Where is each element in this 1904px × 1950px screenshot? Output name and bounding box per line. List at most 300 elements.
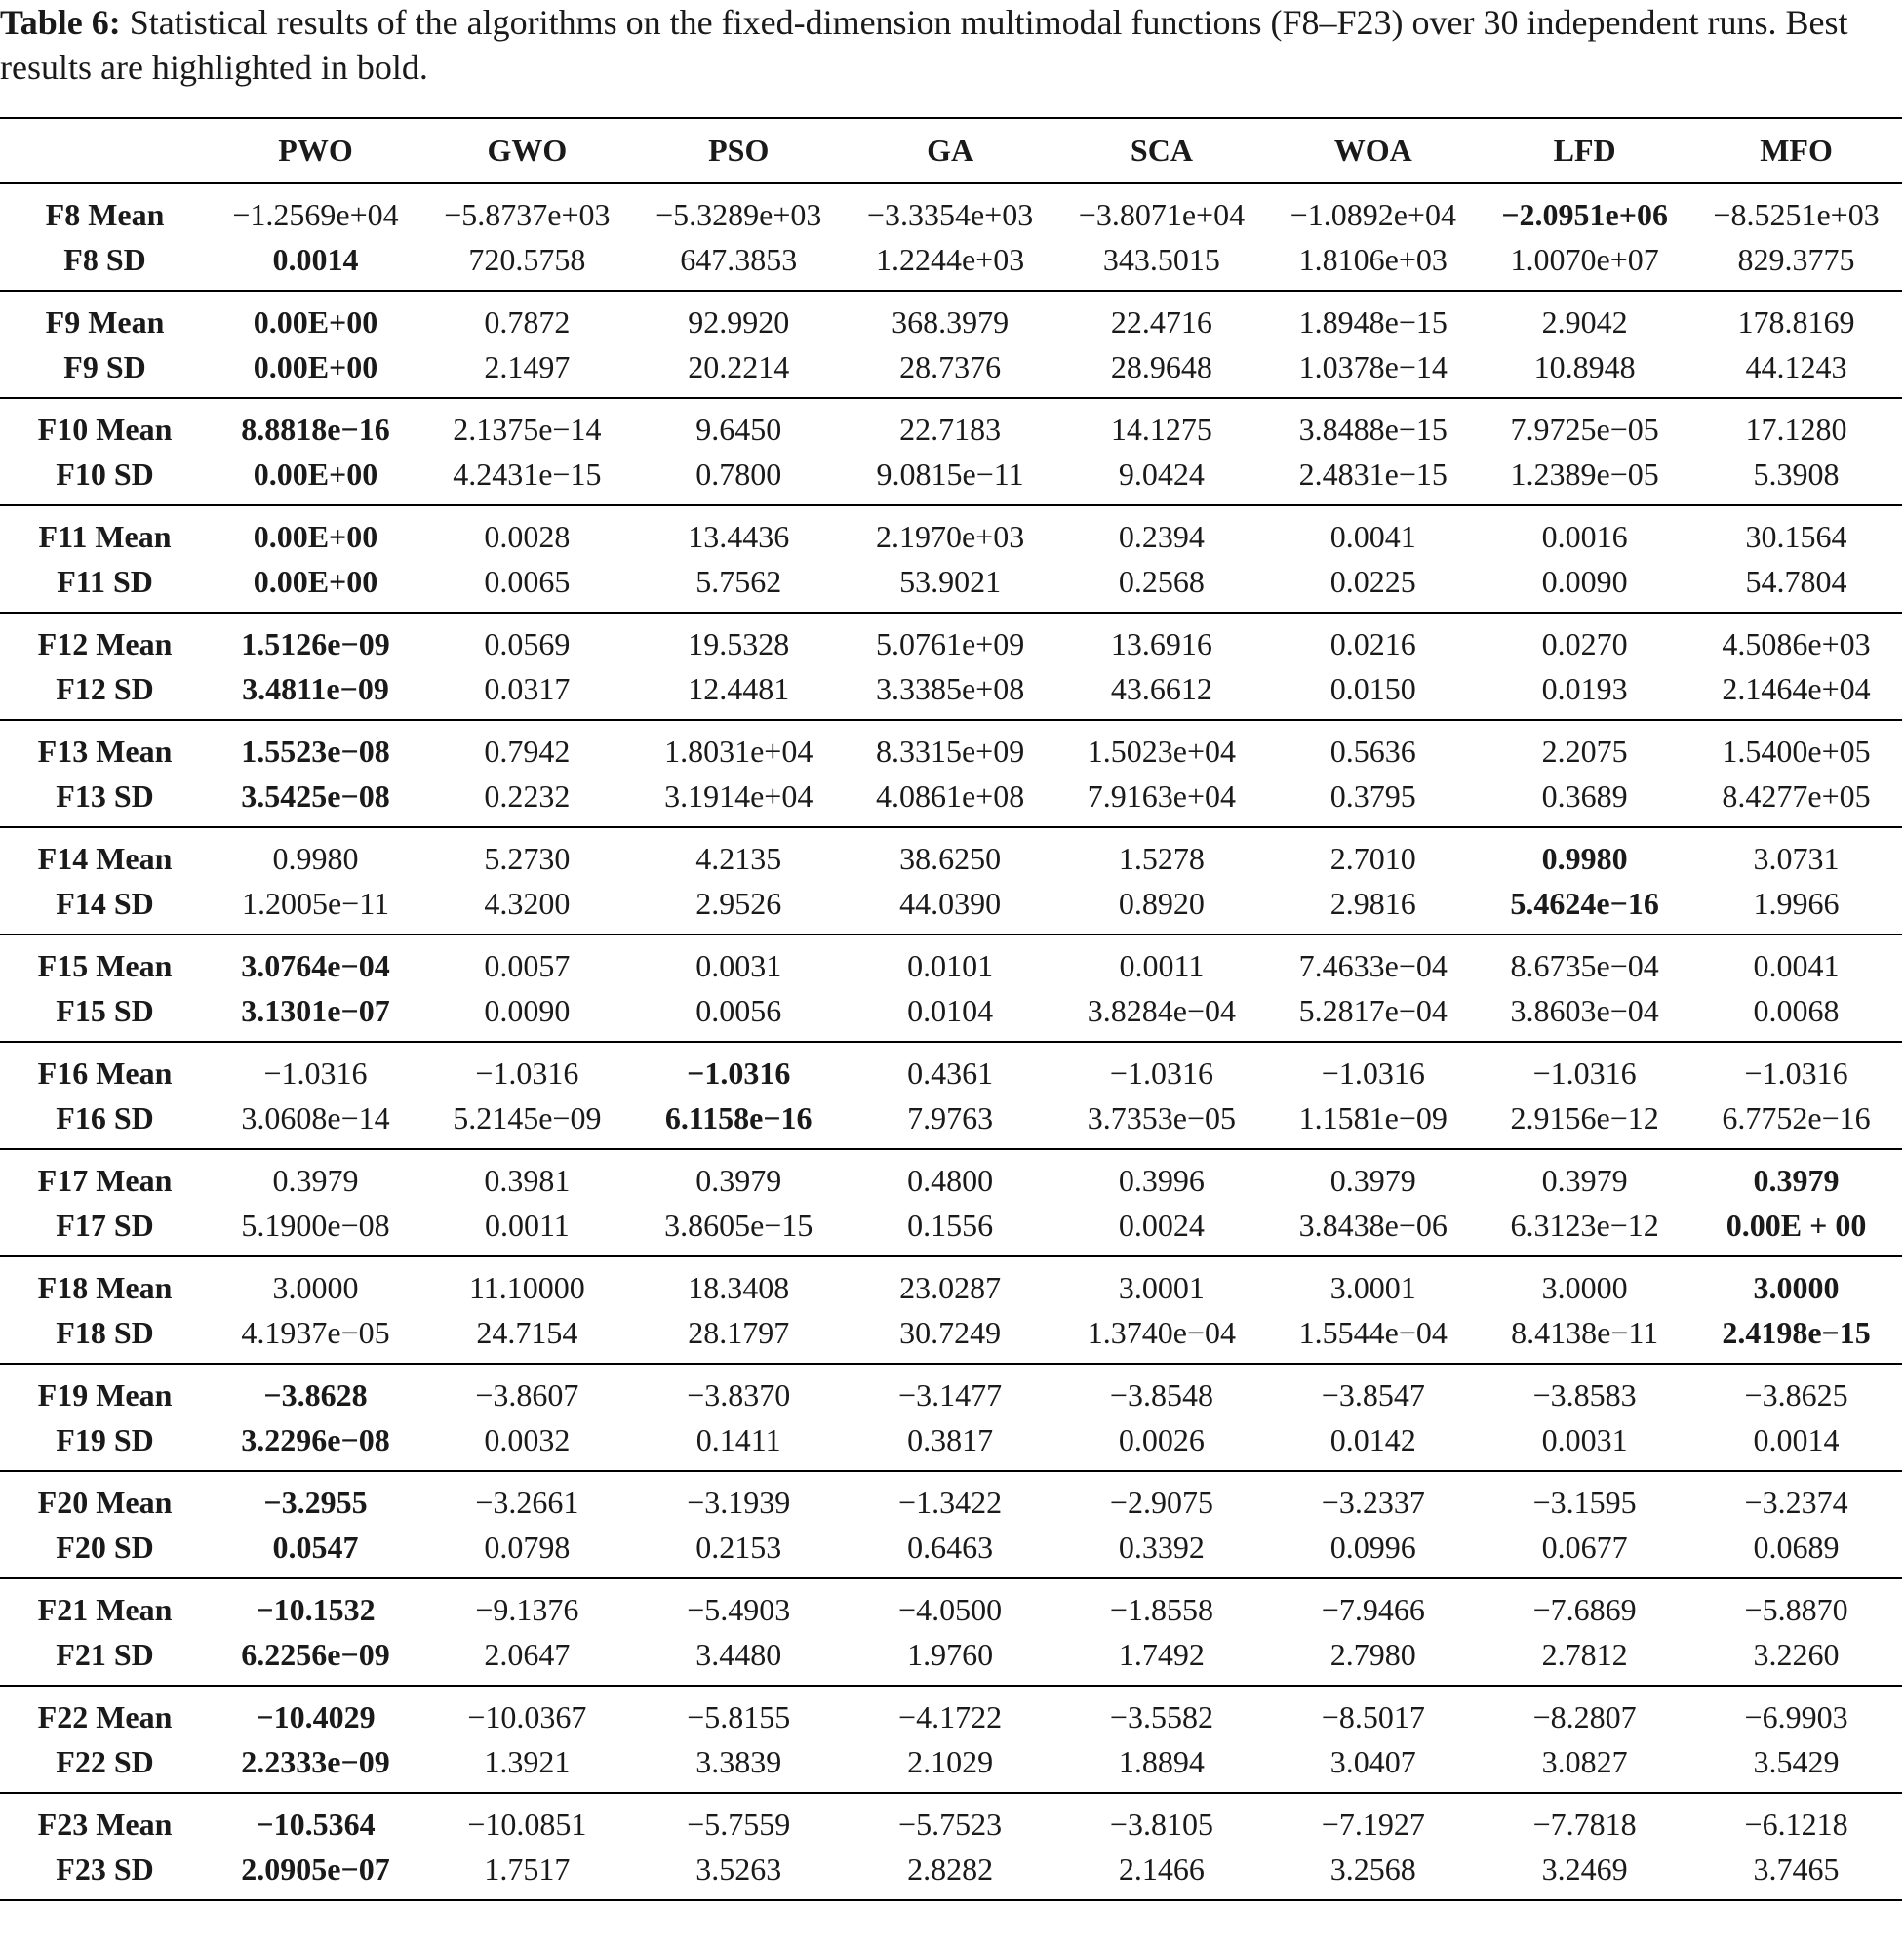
value-cell: 0.0056: [633, 988, 845, 1042]
value-cell: 1.5523e−08: [241, 734, 390, 769]
row-label: F14 Mean: [37, 841, 173, 876]
value-cell: 6.3123e−12: [1479, 1203, 1690, 1256]
row-label: F17 Mean: [37, 1163, 173, 1198]
value-cell: 829.3775: [1690, 237, 1902, 291]
table-row: [0, 1203, 1902, 1256]
value-cell: 8.4138e−11: [1479, 1310, 1690, 1364]
value-cell: −3.8547: [1321, 1377, 1425, 1413]
value-cell: 0.0090: [1479, 559, 1690, 613]
value-cell: −10.5364: [256, 1807, 376, 1842]
value-cell: 7.9763: [845, 1095, 1056, 1149]
value-cell: 8.4277e+05: [1690, 774, 1902, 827]
table-body: [0, 183, 1902, 1900]
value-cell: −2.0951e+06: [1501, 197, 1668, 232]
column-header-lfd: LFD: [1479, 118, 1690, 183]
row-label: F8 SD: [0, 237, 210, 291]
value-cell: 0.0225: [1267, 559, 1479, 613]
table-row: [0, 666, 1902, 720]
table-row: [0, 1417, 1902, 1471]
row-label: F13 Mean: [37, 734, 173, 769]
value-cell: −3.8105: [1109, 1807, 1213, 1842]
value-cell: −4.1722: [898, 1699, 1003, 1734]
value-cell: −8.5251e+03: [1713, 197, 1880, 232]
value-cell: 0.0011: [421, 1203, 633, 1256]
value-cell: −3.2661: [475, 1485, 579, 1520]
value-cell: 0.0569: [484, 626, 571, 661]
value-cell: 2.9156e−12: [1479, 1095, 1690, 1149]
value-cell: 5.1900e−08: [210, 1203, 421, 1256]
value-cell: 17.1280: [1745, 412, 1847, 447]
value-cell: 53.9021: [845, 559, 1056, 613]
value-cell: 4.2431e−15: [421, 452, 633, 505]
value-cell: 0.4361: [907, 1055, 994, 1091]
value-cell: 343.5015: [1056, 237, 1268, 291]
row-label: F15 SD: [0, 988, 210, 1042]
value-cell: −3.3354e+03: [866, 197, 1034, 232]
value-cell: −1.0316: [687, 1055, 791, 1091]
value-cell: 3.4811e−09: [210, 666, 421, 720]
row-label: F21 SD: [0, 1632, 210, 1686]
row-label: F11 Mean: [38, 519, 172, 554]
value-cell: 54.7804: [1690, 559, 1902, 613]
value-cell: 0.0317: [421, 666, 633, 720]
value-cell: 0.3981: [484, 1163, 571, 1198]
value-cell: −3.8628: [263, 1377, 368, 1413]
value-cell: −5.7523: [898, 1807, 1003, 1842]
value-cell: 38.6250: [899, 841, 1002, 876]
table-row: [0, 1739, 1902, 1793]
value-cell: −10.4029: [256, 1699, 376, 1734]
value-cell: −7.1927: [1321, 1807, 1425, 1842]
row-label: F8 Mean: [45, 197, 165, 232]
value-cell: −3.8370: [687, 1377, 791, 1413]
value-cell: 1.3921: [421, 1739, 633, 1793]
value-cell: 28.9648: [1056, 344, 1268, 398]
row-label: F18 Mean: [37, 1270, 173, 1305]
value-cell: 30.1564: [1745, 519, 1847, 554]
value-cell: 20.2214: [633, 344, 845, 398]
table-row: [0, 505, 1902, 559]
value-cell: 2.4831e−15: [1267, 452, 1479, 505]
row-label: F9 Mean: [45, 304, 165, 339]
value-cell: −2.9075: [1109, 1485, 1213, 1520]
value-cell: 5.7562: [633, 559, 845, 613]
value-cell: 2.9526: [633, 881, 845, 935]
value-cell: 3.3839: [633, 1739, 845, 1793]
value-cell: −1.2569e+04: [232, 197, 399, 232]
value-cell: 2.0647: [421, 1632, 633, 1686]
value-cell: 1.7492: [1056, 1632, 1268, 1686]
value-cell: 2.1466: [1056, 1847, 1268, 1900]
row-label: F23 Mean: [37, 1807, 173, 1842]
value-cell: 0.3979: [695, 1163, 782, 1198]
value-cell: 3.5425e−08: [210, 774, 421, 827]
value-cell: 0.2232: [421, 774, 633, 827]
value-cell: 0.3979: [1541, 1163, 1628, 1198]
value-cell: 2.2333e−09: [210, 1739, 421, 1793]
value-cell: 3.8605e−15: [633, 1203, 845, 1256]
value-cell: 1.5023e+04: [1087, 734, 1237, 769]
value-cell: 0.0090: [421, 988, 633, 1042]
value-cell: 23.0287: [899, 1270, 1002, 1305]
value-cell: 9.0815e−11: [845, 452, 1056, 505]
table-row: [0, 1042, 1902, 1095]
value-cell: 22.7183: [899, 412, 1002, 447]
value-cell: 0.0996: [1267, 1525, 1479, 1578]
value-cell: 19.5328: [688, 626, 790, 661]
value-cell: −8.5017: [1321, 1699, 1425, 1734]
value-cell: −3.1477: [898, 1377, 1003, 1413]
value-cell: 3.4480: [633, 1632, 845, 1686]
row-label: F20 SD: [0, 1525, 210, 1578]
value-cell: 0.0270: [1541, 626, 1628, 661]
column-header-mfo: MFO: [1690, 118, 1902, 183]
value-cell: 3.0827: [1479, 1739, 1690, 1793]
value-cell: 0.0677: [1479, 1525, 1690, 1578]
table-row: [0, 1578, 1902, 1632]
value-cell: 0.0032: [421, 1417, 633, 1471]
value-cell: 0.2153: [633, 1525, 845, 1578]
value-cell: 7.4633e−04: [1298, 948, 1448, 983]
value-cell: 0.0041: [1753, 948, 1840, 983]
table-row: [0, 183, 1902, 237]
value-cell: 0.2394: [1118, 519, 1205, 554]
value-cell: 1.2244e+03: [845, 237, 1056, 291]
value-cell: 12.4481: [633, 666, 845, 720]
value-cell: 0.0101: [907, 948, 994, 983]
row-label: F20 Mean: [37, 1485, 173, 1520]
value-cell: −3.2374: [1744, 1485, 1848, 1520]
header-row: [0, 118, 1902, 183]
value-cell: −3.8583: [1532, 1377, 1637, 1413]
value-cell: 92.9920: [688, 304, 790, 339]
value-cell: −10.1532: [256, 1592, 376, 1627]
value-cell: −7.9466: [1321, 1592, 1425, 1627]
value-cell: 11.10000: [468, 1270, 585, 1305]
table-row: [0, 291, 1902, 344]
value-cell: 0.00E+00: [253, 304, 378, 339]
value-cell: 0.9980: [272, 841, 359, 876]
value-cell: 0.5636: [1329, 734, 1416, 769]
value-cell: 0.0547: [210, 1525, 421, 1578]
value-cell: 647.3853: [633, 237, 845, 291]
value-cell: −1.0316: [1321, 1055, 1425, 1091]
table-row: [0, 344, 1902, 398]
row-label: F12 SD: [0, 666, 210, 720]
value-cell: 7.9163e+04: [1056, 774, 1268, 827]
value-cell: −3.1595: [1532, 1485, 1637, 1520]
table-row: [0, 613, 1902, 666]
value-cell: −5.8870: [1744, 1592, 1848, 1627]
value-cell: −5.7559: [687, 1807, 791, 1842]
value-cell: −10.0851: [467, 1807, 587, 1842]
value-cell: 0.3795: [1267, 774, 1479, 827]
value-cell: 6.1158e−16: [633, 1095, 845, 1149]
value-cell: 1.5126e−09: [241, 626, 390, 661]
value-cell: −3.8625: [1744, 1377, 1848, 1413]
value-cell: 3.2296e−08: [210, 1417, 421, 1471]
value-cell: 1.3740e−04: [1056, 1310, 1268, 1364]
value-cell: 3.8488e−15: [1298, 412, 1448, 447]
value-cell: −7.6869: [1532, 1592, 1637, 1627]
value-cell: 0.0798: [421, 1525, 633, 1578]
value-cell: 0.0028: [484, 519, 571, 554]
value-cell: 3.7353e−05: [1056, 1095, 1268, 1149]
table-row: [0, 1364, 1902, 1417]
value-cell: −3.1939: [687, 1485, 791, 1520]
row-label: F18 SD: [0, 1310, 210, 1364]
value-cell: 0.2568: [1056, 559, 1268, 613]
value-cell: 5.2817e−04: [1267, 988, 1479, 1042]
value-cell: 2.2075: [1541, 734, 1628, 769]
column-header-sca: SCA: [1056, 118, 1268, 183]
value-cell: 3.2260: [1690, 1632, 1902, 1686]
value-cell: 3.0000: [272, 1270, 359, 1305]
value-cell: 1.5400e+05: [1722, 734, 1871, 769]
value-cell: −5.8155: [687, 1699, 791, 1734]
row-label: F9 SD: [0, 344, 210, 398]
value-cell: 1.8948e−15: [1298, 304, 1448, 339]
table-row: [0, 559, 1902, 613]
value-cell: 13.4436: [688, 519, 790, 554]
value-cell: 3.0731: [1753, 841, 1840, 876]
value-cell: 0.0065: [421, 559, 633, 613]
value-cell: 0.3689: [1479, 774, 1690, 827]
value-cell: −1.0892e+04: [1289, 197, 1456, 232]
value-cell: 178.8169: [1737, 304, 1855, 339]
value-cell: −6.9903: [1744, 1699, 1848, 1734]
value-cell: 30.7249: [845, 1310, 1056, 1364]
value-cell: 2.9042: [1541, 304, 1628, 339]
table-caption: [0, 0, 1904, 90]
value-cell: 3.0608e−14: [210, 1095, 421, 1149]
value-cell: 0.0026: [1056, 1417, 1268, 1471]
value-cell: 4.0861e+08: [845, 774, 1056, 827]
value-cell: 0.1556: [845, 1203, 1056, 1256]
value-cell: −5.8737e+03: [444, 197, 611, 232]
value-cell: 3.0001: [1118, 1270, 1205, 1305]
table-row: [0, 935, 1902, 988]
value-cell: 3.0407: [1267, 1739, 1479, 1793]
value-cell: 44.1243: [1690, 344, 1902, 398]
value-cell: 3.2568: [1267, 1847, 1479, 1900]
value-cell: 3.8284e−04: [1056, 988, 1268, 1042]
row-label: F21 Mean: [37, 1592, 173, 1627]
table-row: [0, 1632, 1902, 1686]
table-row: [0, 237, 1902, 291]
table-header: [0, 118, 1902, 183]
value-cell: 9.0424: [1056, 452, 1268, 505]
row-label: F13 SD: [0, 774, 210, 827]
value-cell: 0.0068: [1690, 988, 1902, 1042]
value-cell: 0.3392: [1056, 1525, 1268, 1578]
value-cell: 0.00E+00: [210, 452, 421, 505]
table-row: [0, 774, 1902, 827]
value-cell: 5.2145e−09: [421, 1095, 633, 1149]
value-cell: 1.8106e+03: [1267, 237, 1479, 291]
value-cell: 10.8948: [1479, 344, 1690, 398]
row-label: F15 Mean: [37, 948, 173, 983]
value-cell: 3.0000: [1541, 1270, 1628, 1305]
value-cell: 44.0390: [845, 881, 1056, 935]
value-cell: 0.1411: [633, 1417, 845, 1471]
row-label: F19 SD: [0, 1417, 210, 1471]
value-cell: 1.8894: [1056, 1739, 1268, 1793]
value-cell: 1.9966: [1690, 881, 1902, 935]
row-label: F16 SD: [0, 1095, 210, 1149]
value-cell: 0.0057: [484, 948, 571, 983]
value-cell: 2.1497: [421, 344, 633, 398]
value-cell: 3.5263: [633, 1847, 845, 1900]
value-cell: 18.3408: [688, 1270, 790, 1305]
value-cell: 1.2005e−11: [210, 881, 421, 935]
value-cell: −1.0316: [1744, 1055, 1848, 1091]
row-label: F14 SD: [0, 881, 210, 935]
row-label: F22 Mean: [37, 1699, 173, 1734]
value-cell: 2.0905e−07: [210, 1847, 421, 1900]
value-cell: 3.0000: [1753, 1270, 1840, 1305]
table-row: [0, 1149, 1902, 1203]
value-cell: 1.0378e−14: [1267, 344, 1479, 398]
value-cell: 0.0011: [1119, 948, 1205, 983]
value-cell: 368.3979: [892, 304, 1010, 339]
row-label: F17 SD: [0, 1203, 210, 1256]
value-cell: −3.2955: [263, 1485, 368, 1520]
caption-label: Table 6:: [0, 3, 121, 42]
value-cell: −3.2337: [1321, 1485, 1425, 1520]
value-cell: 3.7465: [1690, 1847, 1902, 1900]
value-cell: 9.6450: [695, 412, 782, 447]
header-empty-cell: [0, 118, 210, 183]
table-row: [0, 1256, 1902, 1310]
value-cell: 0.0016: [1541, 519, 1628, 554]
value-cell: 24.7154: [421, 1310, 633, 1364]
value-cell: 1.5278: [1118, 841, 1205, 876]
value-cell: 3.1301e−07: [210, 988, 421, 1042]
value-cell: −1.3422: [898, 1485, 1003, 1520]
value-cell: 2.8282: [845, 1847, 1056, 1900]
row-label: F10 SD: [0, 452, 210, 505]
table-row: [0, 452, 1902, 505]
value-cell: 3.3385e+08: [845, 666, 1056, 720]
table-row: [0, 988, 1902, 1042]
value-cell: 0.3979: [1753, 1163, 1840, 1198]
value-cell: 2.7980: [1267, 1632, 1479, 1686]
table-row: [0, 827, 1902, 881]
value-cell: 720.5758: [421, 237, 633, 291]
value-cell: 6.2256e−09: [210, 1632, 421, 1686]
value-cell: 0.0014: [210, 237, 421, 291]
value-cell: 3.8603e−04: [1479, 988, 1690, 1042]
value-cell: 0.9980: [1541, 841, 1628, 876]
value-cell: 2.1375e−14: [453, 412, 602, 447]
value-cell: 0.0031: [1479, 1417, 1690, 1471]
value-cell: 13.6916: [1110, 626, 1212, 661]
value-cell: 1.1581e−09: [1267, 1095, 1479, 1149]
value-cell: 2.1029: [845, 1739, 1056, 1793]
row-label: F11 SD: [0, 559, 210, 613]
value-cell: 0.7942: [484, 734, 571, 769]
value-cell: 6.7752e−16: [1690, 1095, 1902, 1149]
value-cell: 1.0070e+07: [1479, 237, 1690, 291]
value-cell: 22.4716: [1110, 304, 1212, 339]
value-cell: 0.7800: [633, 452, 845, 505]
value-cell: 8.8818e−16: [241, 412, 390, 447]
value-cell: 3.0001: [1329, 1270, 1416, 1305]
value-cell: 0.8920: [1056, 881, 1268, 935]
table-row: [0, 398, 1902, 452]
value-cell: 2.7010: [1329, 841, 1416, 876]
column-header-ga: GA: [845, 118, 1056, 183]
value-cell: 8.6735e−04: [1510, 948, 1659, 983]
value-cell: −3.8071e+04: [1078, 197, 1246, 232]
value-cell: 4.2135: [695, 841, 782, 876]
table-row: [0, 1095, 1902, 1149]
value-cell: 0.00E+00: [253, 519, 378, 554]
row-label: F22 SD: [0, 1739, 210, 1793]
table-row: [0, 1310, 1902, 1364]
value-cell: 0.00E + 00: [1690, 1203, 1902, 1256]
row-label: F23 SD: [0, 1847, 210, 1900]
value-cell: 7.9725e−05: [1510, 412, 1659, 447]
value-cell: 0.00E+00: [210, 559, 421, 613]
value-cell: 1.9760: [845, 1632, 1056, 1686]
value-cell: 3.2469: [1479, 1847, 1690, 1900]
value-cell: 0.00E+00: [210, 344, 421, 398]
value-cell: 0.0104: [845, 988, 1056, 1042]
value-cell: 28.7376: [845, 344, 1056, 398]
value-cell: 4.5086e+03: [1722, 626, 1871, 661]
value-cell: 0.0150: [1267, 666, 1479, 720]
value-cell: −8.2807: [1532, 1699, 1637, 1734]
row-label: F12 Mean: [37, 626, 173, 661]
value-cell: 14.1275: [1110, 412, 1212, 447]
value-cell: 2.7812: [1479, 1632, 1690, 1686]
value-cell: −1.8558: [1109, 1592, 1213, 1627]
value-cell: 0.0024: [1056, 1203, 1268, 1256]
value-cell: −6.1218: [1744, 1807, 1848, 1842]
value-cell: 0.3996: [1118, 1163, 1205, 1198]
value-cell: 43.6612: [1056, 666, 1268, 720]
value-cell: 2.1970e+03: [875, 519, 1025, 554]
column-header-woa: WOA: [1267, 118, 1479, 183]
value-cell: −9.1376: [475, 1592, 579, 1627]
row-label: F10 Mean: [37, 412, 173, 447]
caption-text: Statistical results of the algorithms on the fixed-dimension multimodal functions (F8–F23) over 30 independent runs. Best results are highlighted in bold.: [0, 3, 1848, 87]
value-cell: 1.7517: [421, 1847, 633, 1900]
value-cell: 0.0689: [1690, 1525, 1902, 1578]
value-cell: 28.1797: [633, 1310, 845, 1364]
table-row: [0, 1686, 1902, 1739]
value-cell: 5.3908: [1690, 452, 1902, 505]
column-header-pso: PSO: [633, 118, 845, 183]
value-cell: −1.0316: [263, 1055, 368, 1091]
table-row: [0, 720, 1902, 774]
value-cell: −7.7818: [1532, 1807, 1637, 1842]
table-row: [0, 1847, 1902, 1900]
value-cell: 0.6463: [845, 1525, 1056, 1578]
table-row: [0, 1471, 1902, 1525]
value-cell: −4.0500: [898, 1592, 1003, 1627]
value-cell: 1.8031e+04: [664, 734, 813, 769]
value-cell: 4.3200: [421, 881, 633, 935]
value-cell: 0.3979: [272, 1163, 359, 1198]
value-cell: −3.5582: [1109, 1699, 1213, 1734]
value-cell: −10.0367: [467, 1699, 587, 1734]
value-cell: 1.5544e−04: [1267, 1310, 1479, 1364]
value-cell: 0.3817: [845, 1417, 1056, 1471]
value-cell: 0.0193: [1479, 666, 1690, 720]
